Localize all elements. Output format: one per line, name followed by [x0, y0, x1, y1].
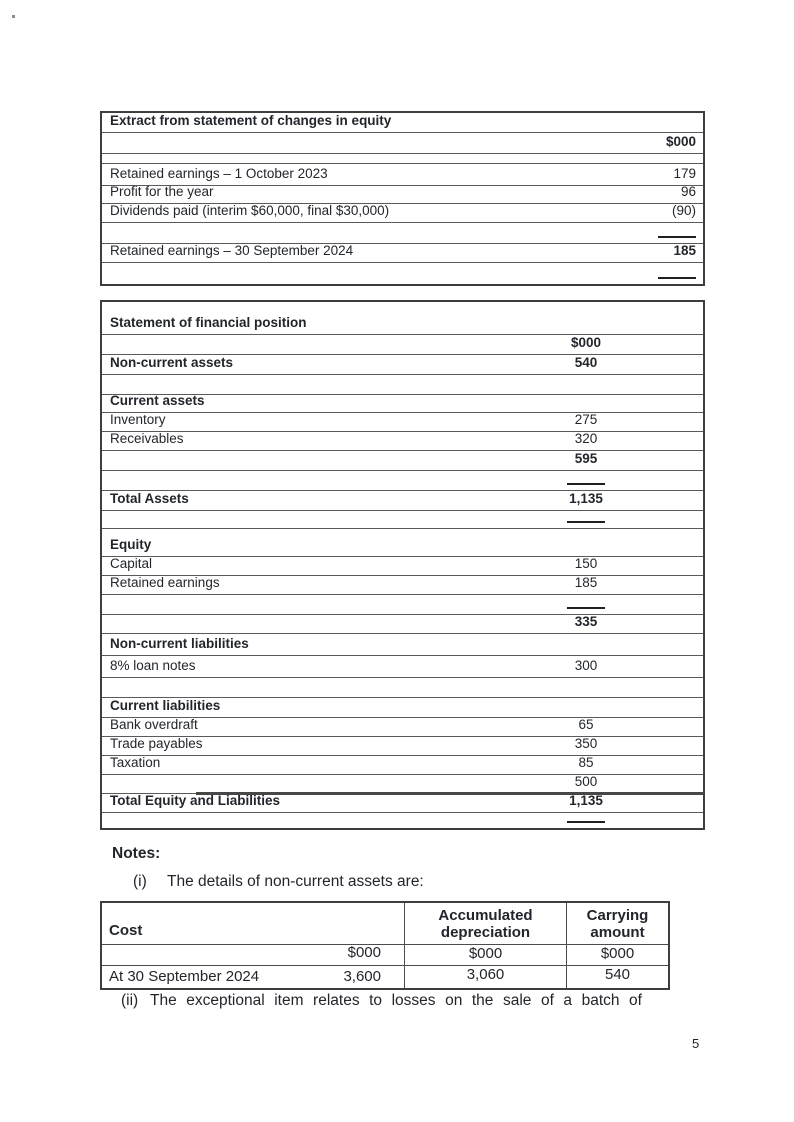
data-row-label: At 30 September 2024: [109, 968, 260, 986]
closing-rule-row: [102, 813, 703, 828]
row-label: Profit for the year: [110, 184, 214, 200]
row-value: 185: [673, 243, 696, 259]
row-value: 85: [578, 755, 594, 771]
row-value: 275: [574, 412, 598, 428]
row-value: 320: [574, 431, 598, 447]
row-label: Retained earnings – 1 October 2023: [110, 166, 328, 182]
closing-rule-row: [102, 263, 703, 284]
closing-rule: [567, 521, 605, 523]
row-label: Retained earnings: [110, 575, 220, 591]
row-current-liabilities-subtotal: [102, 775, 703, 794]
note-i-marker: (i): [133, 873, 147, 890]
row-label: Taxation: [110, 755, 161, 771]
header-carrying-amount: Carrying amount: [566, 903, 668, 944]
changes-in-equity-table: [100, 111, 705, 286]
page-number: 5: [692, 1036, 700, 1051]
row-value: 179: [673, 166, 696, 182]
changes-unit-row: [102, 133, 703, 154]
row-value: 350: [574, 736, 598, 752]
section-heading: Current liabilities: [110, 698, 221, 714]
subtotal-value: 595: [574, 451, 598, 467]
subtotal-value: 500: [574, 774, 598, 790]
cost-value: 3,600: [343, 968, 381, 986]
row-current-liabilities-heading: [102, 698, 703, 718]
unit-cost: $000: [347, 944, 381, 961]
row-value: 65: [578, 717, 594, 733]
row-equity-subtotal: [102, 615, 703, 634]
sofp-title: Statement of financial position: [110, 315, 307, 331]
nca-table-unit-row: [102, 945, 668, 966]
total-rule-row: [102, 223, 703, 244]
unit-accumulated-depreciation: $000: [404, 945, 566, 965]
subtotal-value: 335: [574, 614, 598, 630]
row-label: Dividends paid (interim $60,000, final $30,000): [110, 203, 390, 219]
nca-table-data-row: [102, 966, 668, 988]
scan-artifact-speck: [12, 15, 15, 18]
row-non-current-assets: [102, 355, 703, 375]
note-ii-marker: (ii): [121, 992, 139, 1009]
note-ii-text: The exceptional item relates to losses on the sale of a batch of: [150, 992, 642, 1009]
note-ii: [121, 992, 642, 1010]
row-label: Non-current assets: [110, 355, 234, 371]
row-loan-notes: [102, 656, 703, 678]
total-rule-row: [102, 595, 703, 615]
row-receivables: [102, 432, 703, 451]
changes-unit-header: $000: [665, 134, 696, 150]
header-accumulated-depreciation: Accumulated depreciation: [404, 903, 566, 944]
nca-details-table: [100, 901, 670, 990]
closing-rule: [567, 821, 605, 823]
note-i-text: The details of non-current assets are:: [167, 873, 424, 890]
row-total-assets: [102, 491, 703, 511]
row-value: 1,135: [569, 491, 603, 507]
row-current-assets-heading: [102, 395, 703, 413]
row-value: 1,135: [569, 793, 603, 809]
total-rule: [658, 236, 696, 238]
row-label: Total Assets: [110, 491, 189, 507]
spacer-row: [102, 154, 703, 164]
section-heading: Non-current liabilities: [110, 636, 249, 652]
row-label: Total Equity and Liabilities: [110, 793, 281, 809]
row-label: 8% loan notes: [110, 658, 196, 674]
row-value: 185: [574, 575, 598, 591]
row-label: Trade payables: [110, 736, 203, 752]
row-total-equity-liabilities: [102, 794, 703, 813]
row-value: 300: [574, 658, 598, 674]
spacer-row: [102, 678, 703, 698]
changes-title: Extract from statement of changes in equity: [110, 113, 392, 129]
row-current-assets-subtotal: [102, 451, 703, 471]
closing-rule: [658, 277, 696, 279]
row-value: 540: [574, 355, 598, 371]
total-rule: [567, 607, 605, 609]
row-label: Bank overdraft: [110, 717, 198, 733]
sofp-title-row: [102, 302, 703, 335]
section-heading: Equity: [110, 537, 152, 553]
nca-table-header-row: [102, 903, 668, 945]
row-value: 96: [680, 184, 696, 200]
sofp-unit-row: [102, 335, 703, 355]
spacer-row: [102, 375, 703, 395]
total-rule-row: [102, 471, 703, 491]
carrying-amount-value: 540: [566, 966, 668, 988]
closing-rule-row: [102, 511, 703, 529]
row-value: (90): [671, 203, 696, 219]
row-capital: [102, 557, 703, 576]
row-label: Receivables: [110, 431, 184, 447]
row-value: 150: [574, 556, 598, 572]
sofp-unit-header: $000: [570, 335, 602, 351]
changes-title-row: [102, 113, 703, 133]
row-trade-payables: [102, 737, 703, 756]
row-equity-heading: [102, 529, 703, 557]
row-retained-earnings-closing: [102, 244, 703, 263]
row-inventory: [102, 413, 703, 432]
accumulated-depreciation-value: 3,060: [404, 966, 566, 988]
row-bank-overdraft: [102, 718, 703, 737]
unit-carrying-amount: $000: [566, 945, 668, 965]
notes-heading: Notes:: [112, 845, 161, 862]
row-label: Retained earnings – 30 September 2024: [110, 243, 354, 259]
row-retained-earnings-opening: [102, 164, 703, 186]
financial-position-table: [100, 300, 705, 830]
row-dividends-paid: [102, 204, 703, 223]
row-non-current-liabilities-heading: [102, 634, 703, 656]
row-retained-earnings: [102, 576, 703, 595]
note-i: [133, 873, 424, 891]
total-rule: [567, 483, 605, 485]
header-cost: Cost: [109, 922, 143, 940]
row-label: Inventory: [110, 412, 166, 428]
row-profit-for-year: [102, 186, 703, 204]
section-heading: Current assets: [110, 393, 205, 409]
row-taxation: [102, 756, 703, 775]
row-label: Capital: [110, 556, 153, 572]
